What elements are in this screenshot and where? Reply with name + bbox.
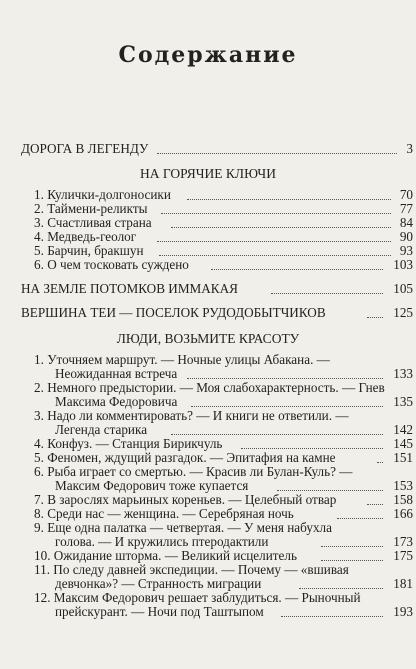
toc-entry-title: ВЕРШИНА ТЕИ — ПОСЕЛОК РУДОДОБЫТЧИКОВ <box>21 305 326 320</box>
toc-entry-title: 8. Среди нас — женщина. — Серебряная ночь <box>34 506 294 521</box>
page-title: Содержание <box>118 42 298 68</box>
leader-dots <box>191 406 383 407</box>
toc-entry-page: 93 <box>399 243 413 258</box>
toc-entry-page: 77 <box>399 201 413 216</box>
leader-dots <box>157 153 397 154</box>
toc-entry-title: 11. По следу давней экспедиции. — Почему — «вшивая <box>34 562 349 577</box>
leader-dots <box>187 378 383 379</box>
toc-entry-page: 84 <box>399 215 413 230</box>
leader-dots <box>171 227 391 228</box>
toc-entry-page: 145 <box>393 436 413 451</box>
toc-entry-page: 193 <box>393 604 413 619</box>
toc-entry-page: 175 <box>393 548 413 563</box>
toc-entry-page: 103 <box>393 257 413 272</box>
toc-entry-page: 90 <box>399 229 413 244</box>
leader-dots <box>299 588 383 589</box>
toc-entry-title: Легенда старика <box>55 422 148 437</box>
leader-dots <box>159 255 391 256</box>
toc-entry-page: 70 <box>399 187 413 202</box>
leader-dots <box>171 434 383 435</box>
toc-entry-page: 133 <box>393 366 413 381</box>
leader-dots <box>321 560 383 561</box>
toc-entry-title: Максим Федорович тоже купается <box>55 478 249 493</box>
toc-entry-title: 7. В зарослях марьиных кореньев. — Целебный отвар <box>34 492 337 507</box>
toc-entry-title: девчонка»? — Странность миграции <box>55 576 262 591</box>
toc-entry-title: 6. О чем тосковать суждено <box>34 257 189 272</box>
leader-dots <box>241 448 383 449</box>
section-heading: НА ГОРЯЧИЕ КЛЮЧИ <box>140 166 276 181</box>
leader-dots <box>367 317 383 318</box>
leader-dots <box>281 616 383 617</box>
toc-entry-title: 3. Надо ли комментировать? — И книги не ответили. — <box>34 408 349 423</box>
toc-entry-title: Максима Федоровича <box>55 394 178 409</box>
leader-dots <box>157 241 391 242</box>
toc-entry-page: 142 <box>393 422 413 437</box>
toc-entry-title: НА ЗЕМЛЕ ПОТОМКОВ ИММАКАЯ <box>21 281 238 296</box>
toc-entry-title: 2. Таймени-реликты <box>34 201 148 216</box>
leader-dots <box>337 518 383 519</box>
toc-entry-page: 105 <box>393 281 413 296</box>
leader-dots <box>367 504 383 505</box>
toc-entry-title: 2. Немного предыстории. — Моя слабохарактерность. — Гнев <box>34 380 385 395</box>
leader-dots <box>161 213 391 214</box>
toc-entry-page: 173 <box>393 534 413 549</box>
toc-entry-page: 153 <box>393 478 413 493</box>
toc-entry-title: 3. Счастливая страна <box>34 215 152 230</box>
toc-entry-title: 12. Максим Федорович решает заблудиться. — Рыночный <box>34 590 361 605</box>
toc-entry-title: 10. Ожидание шторма. — Великий исцелитель <box>34 548 297 563</box>
toc-entry-page: 158 <box>393 492 413 507</box>
toc-entry-page: 125 <box>393 305 413 320</box>
toc-entry-title: Неожиданная встреча <box>55 366 178 381</box>
toc-entry-title: прейскурант. — Ночи под Таштыпом <box>55 604 264 619</box>
toc-entry-page: 135 <box>393 394 413 409</box>
toc-entry-title: 9. Еще одна палатка — четвертая. — У меня набухла <box>34 520 332 535</box>
leader-dots <box>321 546 383 547</box>
toc-entry-page: 166 <box>393 506 413 521</box>
toc-entry-page: 3 <box>406 141 413 156</box>
toc-entry-title: 6. Рыба играет со смертью. — Красив ли Булан-Куль? — <box>34 464 353 479</box>
toc-entry-title: 5. Феномен, ждущий разгадок. — Эпитафия на камне <box>34 450 336 465</box>
toc-entry-page: 181 <box>393 576 413 591</box>
toc-entry-title: ДОРОГА В ЛЕГЕНДУ <box>21 141 149 156</box>
toc-entry-title: 1. Кулички-долгоносики <box>34 187 171 202</box>
toc-entry-title: 1. Уточняем маршрут. — Ночные улицы Абакана. — <box>34 352 330 367</box>
leader-dots <box>187 199 391 200</box>
section-heading: ЛЮДИ, ВОЗЬМИТЕ КРАСОТУ <box>116 331 300 346</box>
toc-entry-title: 4. Медведь-геолог <box>34 229 137 244</box>
toc-entry-title: 5. Барчин, бракшун <box>34 243 144 258</box>
leader-dots <box>277 490 383 491</box>
leader-dots <box>211 269 383 270</box>
toc-entry-page: 151 <box>393 450 413 465</box>
leader-dots <box>271 293 383 294</box>
leader-dots <box>377 462 383 463</box>
toc-entry-title: 4. Конфуз. — Станция Бирикчуль <box>34 436 223 451</box>
toc-entry-title: голова. — И кружились птеродактили <box>55 534 269 549</box>
